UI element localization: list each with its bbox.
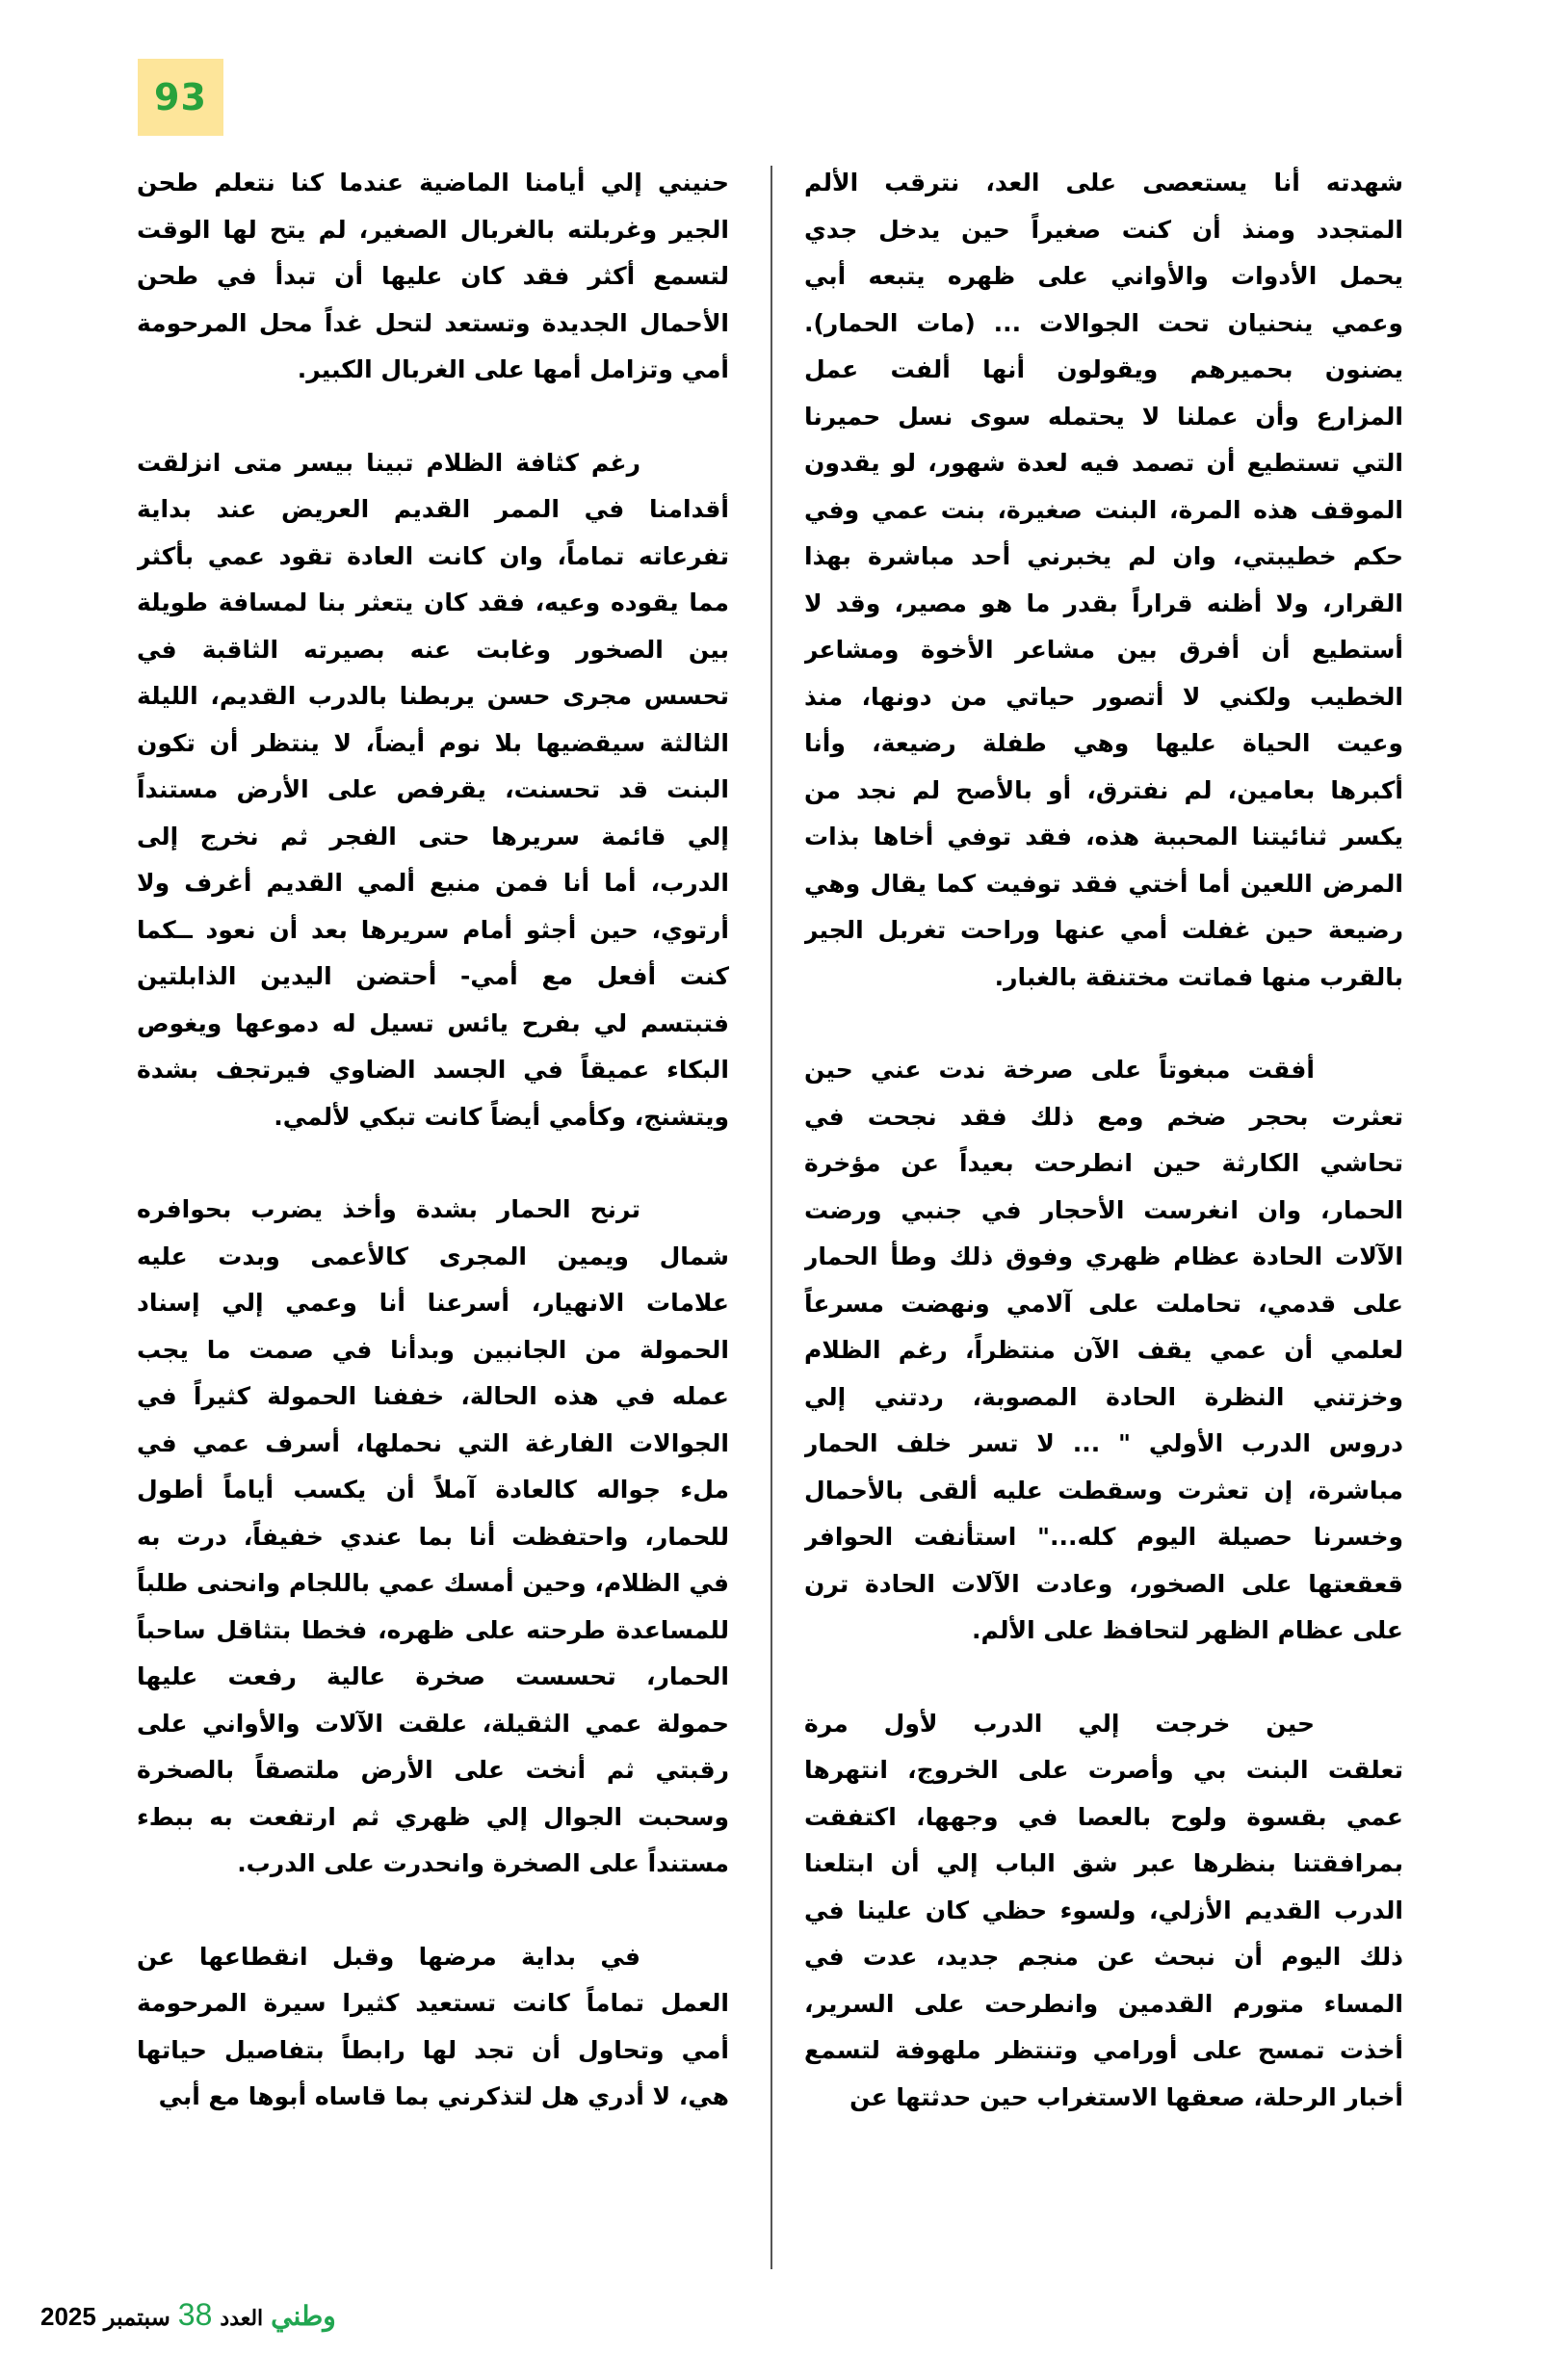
page-number: 93 <box>154 76 207 118</box>
text-line: أمي وتحاول أن تجد لها رابطاً بتفاصيل حياتها <box>137 2035 729 2064</box>
text-line: حين خرجت إلي الدرب لأول مرة <box>804 1709 1315 1738</box>
text-line: مستنداً على الصخرة وانحدرت على الدرب. <box>237 1849 729 1877</box>
text-line: في بداية مرضها وقبل انقطاعها عن <box>137 1942 640 1971</box>
text-line: العمل تماماً كانت تستعيد كثيرا سيرة المرحومة <box>137 1989 729 2017</box>
text-line: شهدته أنا يستعصى على العد، نترقب الألم <box>804 169 1403 196</box>
paragraph <box>804 1047 1403 1655</box>
text-line: عمي بقسوة ولوح بالعصا في وجهها، اكتفقت <box>804 1802 1403 1831</box>
text-line: ويتشنج، وكأمي أيضاً كانت تبكي لألمي. <box>274 1102 729 1131</box>
text-line: الأحمال الجديدة وتستعد لتحل غداً محل المرحومة <box>137 308 729 337</box>
footer-brand-logo: وطني <box>271 2301 336 2331</box>
footer-issue-number: 38 <box>177 2297 213 2332</box>
text-line: الحمولة من الجانبين وبدأنا في صمت ما يجب <box>137 1335 729 1364</box>
text-line: أفقت مبغوتاً على صرخة ندت عني حين <box>804 1056 1315 1084</box>
paragraph <box>804 1701 1403 2122</box>
page-number-badge <box>138 59 223 136</box>
text-line: ترنح الحمار بشدة وأخذ يضرب بحوافره <box>137 1195 640 1223</box>
left-column <box>137 160 729 2121</box>
paragraph-gap <box>804 1001 1403 1047</box>
text-line: رقبتي ثم أنخت على الأرض ملتصقاً بالصخرة <box>137 1756 729 1784</box>
text-line: أكبرها بعامين، لم نفترق، أو بالأصح لم نجد من <box>804 775 1403 804</box>
text-line: ذلك اليوم أن نبحث عن منجم جديد، عدت في <box>804 1943 1403 1971</box>
text-line: عمله في هذه الحالة، خففنا الحمولة كثيراً في <box>137 1382 729 1410</box>
paragraph <box>804 160 1403 1001</box>
text-line: الجوالات الفارغة التي نحملها، أسرف عمي في <box>137 1428 729 1457</box>
paragraph <box>137 1934 729 2121</box>
text-line: لعلمي أن عمي يقف الآن منتظراً، رغم الظلام <box>804 1336 1403 1364</box>
text-line: الخطيب ولكني لا أتصور حياتي من دونها، منذ <box>804 682 1403 711</box>
text-line: المتجدد ومنذ أن كنت صغيراً حين يدخل جدي <box>804 215 1403 244</box>
text-line: رغم كثافة الظلام تبينا بيسر متى انزلقت <box>137 448 640 477</box>
text-line: وعيت الحياة عليها وهي طفلة رضيعة، وأنا <box>804 729 1403 757</box>
text-line: وخزتني النظرة الحادة المصوبة، ردتني إلي <box>804 1382 1403 1411</box>
text-line: وخسرنا حصيلة اليوم كله..." استأنفت الحوافر <box>804 1523 1403 1551</box>
text-line: الحمار، وان انغرست الأحجار في جنبي ورضت <box>804 1195 1403 1224</box>
text-line: الجير وغربلته بالغربال الصغير، لم يتح لها الوقت <box>137 215 729 244</box>
text-line: الآلات الحادة عظام ظهري وفوق ذلك وطأ الحمار <box>804 1242 1403 1270</box>
footer <box>40 2297 336 2332</box>
text-line: أرتوي، حين أجثو أمام سريرها بعد أن نعود ــكما <box>137 915 729 944</box>
text-line: مباشرة، إن تعثرت وسقطت عليه ألقى بالأحمال <box>804 1476 1403 1504</box>
text-line: حكم خطيبتي، وان لم يخبرني أحد مباشرة بهذا <box>804 542 1403 570</box>
text-line: علامات الانهيار، أسرعنا أنا وعمي إلي إسناد <box>137 1289 729 1317</box>
paragraph-gap <box>804 1655 1403 1701</box>
text-line: الدرب، أما أنا فمن منبع ألمي القديم أغرف ولا <box>137 869 729 897</box>
paragraph-gap <box>137 1140 729 1187</box>
text-line: يحمل الأدوات والأواني على ظهره يتبعه أبي <box>804 262 1403 290</box>
text-line: الحمار، تحسست صخرة عالية رفعت عليها <box>137 1662 729 1690</box>
text-line: هي، لا أدري هل لتذكرني بما قاساه أبوها مع أبي <box>158 2082 729 2110</box>
right-column <box>804 160 1403 2121</box>
text-line: تعلقت البنت بي وأصرت على الخروج، انتهرها <box>804 1756 1403 1784</box>
text-line: أخذت تمسح على أورامي وتنتظر ملهوفة لتسمع <box>804 2036 1403 2064</box>
text-line: مما يقوده وعيه، فقد كان يتعثر بنا لمسافة طويلة <box>137 588 729 616</box>
text-line: البكاء عميقاً في الجسد الضاوي فيرتجف بشدة <box>137 1056 729 1084</box>
paragraph <box>137 1187 729 1888</box>
text-line: ملء جواله كالعادة آملاً أن يكسب أياماً أطول <box>137 1476 729 1504</box>
text-line: الثالثة سيقضيها بلا نوم أيضاً، لا ينتظر أن تكون <box>137 728 729 757</box>
footer-issue-label: العدد <box>220 2306 264 2330</box>
text-line: لتسمع أكثر فقد كان عليها أن تبدأ في طحن <box>137 262 729 290</box>
text-line: المزارع وأن عملنا لا يحتمله سوى نسل حميرنا <box>804 402 1403 431</box>
text-line: يضنون بحميرهم ويقولون أنها ألفت عمل <box>804 355 1403 383</box>
text-line: قعقعتها على الصخور، وعادت الآلات الحادة ترن <box>804 1569 1403 1598</box>
text-line: المساء متورم القدمين وانطرحت على السرير، <box>804 1989 1403 2018</box>
footer-year: 2025 <box>40 2302 96 2331</box>
paragraph <box>137 440 729 1141</box>
text-line: على قدمي، تحاملت على آلامي ونهضت مسرعاً <box>804 1289 1403 1318</box>
text-line: المرض اللعين أما أختي فقد توفيت كما يقال وهي <box>804 869 1403 898</box>
text-line: حنيني إلي أيامنا الماضية عندما كنا نتعلم طحن <box>137 169 729 196</box>
text-line: فتبتسم لي بفرح يائس تسيل له دموعها ويغوص <box>137 1008 729 1037</box>
text-line: للمساعدة طرحته على ظهره، فخطا بتثاقل ساحباً <box>137 1615 729 1644</box>
text-line: شمال ويمين المجرى كالأعمى وبدت عليه <box>137 1242 729 1270</box>
text-line: وسحبت الجوال إلي ظهري ثم ارتفعت به ببطء <box>137 1802 729 1831</box>
column-divider <box>770 166 772 2269</box>
text-line: حمولة عمي الثقيلة، علقت الآلات والأواني على <box>137 1709 729 1738</box>
text-line: دروس الدرب الأولي " ... لا تسر خلف الحمار <box>804 1429 1403 1457</box>
paragraph <box>137 160 729 394</box>
text-line: رضيعة حين غفلت أمي عنها وراحت تغربل الجير <box>804 916 1403 944</box>
text-line: بالقرب منها فماتت مختنقة بالغبار. <box>994 962 1403 991</box>
text-line: القرار، ولا أظنه قراراً بقدر ما هو مصير، وقد لا <box>804 588 1403 617</box>
text-line: أستطيع أن أفرق بين مشاعر الأخوة ومشاعر <box>804 636 1403 664</box>
paragraph-gap <box>137 394 729 440</box>
paragraph-gap <box>137 1888 729 1934</box>
text-line: كنت أفعل مع أمي- أحتضن اليدين الذابلتين <box>137 962 729 990</box>
footer-month: سبتمبر <box>103 2305 170 2331</box>
text-line: أقدامنا في الممر القديم العريض عند بداية <box>137 495 729 523</box>
text-line: أمي وتزامل أمها على الغربال الكبير. <box>297 355 729 383</box>
text-line: الموقف هذه المرة، البنت صغيرة، بنت عمي وفي <box>804 495 1403 524</box>
text-line: للحمار، واحتفظت أنا بما عندي خفيفاً، درت به <box>137 1522 729 1551</box>
text-line: على عظام الظهر لتحافظ على الألم. <box>972 1616 1403 1644</box>
text-line: إلي قائمة سريرها حتى الفجر ثم نخرج إلى <box>137 822 729 850</box>
text-line: بمرافقتنا بنظرها عبر شق الباب إلي أن ابتلعنا <box>804 1849 1403 1877</box>
text-line: الدرب القديم الأزلي، ولسوء حظي كان علينا في <box>804 1896 1403 1924</box>
text-line: يكسر ثنائيتنا المحببة هذه، فقد توفي أخاها بذات <box>804 823 1403 850</box>
text-line: تحسس مجرى حسن يربطنا بالدرب القديم، الليلة <box>137 682 729 710</box>
text-line: تحاشي الكارثة حين انطرحت بعيداً عن مؤخرة <box>804 1149 1403 1177</box>
text-line: البنت قد تحسنت، يقرفص على الأرض مستنداً <box>137 775 729 803</box>
text-line: في الظلام، وحين أمسك عمي باللجام وانحنى طلباً <box>137 1569 729 1597</box>
text-line: أخبار الرحلة، صعقها الاستغراب حين حدثتها عن <box>849 2082 1403 2111</box>
text-line: بين الصخور وغابت عنه بصيرته الثاقبة في <box>137 635 729 664</box>
text-line: وعمي ينحنيان تحت الجوالات ... (مات الحمار). <box>804 308 1403 337</box>
text-line: تفرعاته تماماً، وان كانت العادة تقود عمي بأكثر <box>137 541 729 570</box>
text-line: تعثرت بحجر ضخم ومع ذلك فقد نجحت في <box>804 1102 1403 1131</box>
text-line: التي تستطيع أن تصمد فيه لعدة شهور، لو يقدون <box>804 449 1403 477</box>
